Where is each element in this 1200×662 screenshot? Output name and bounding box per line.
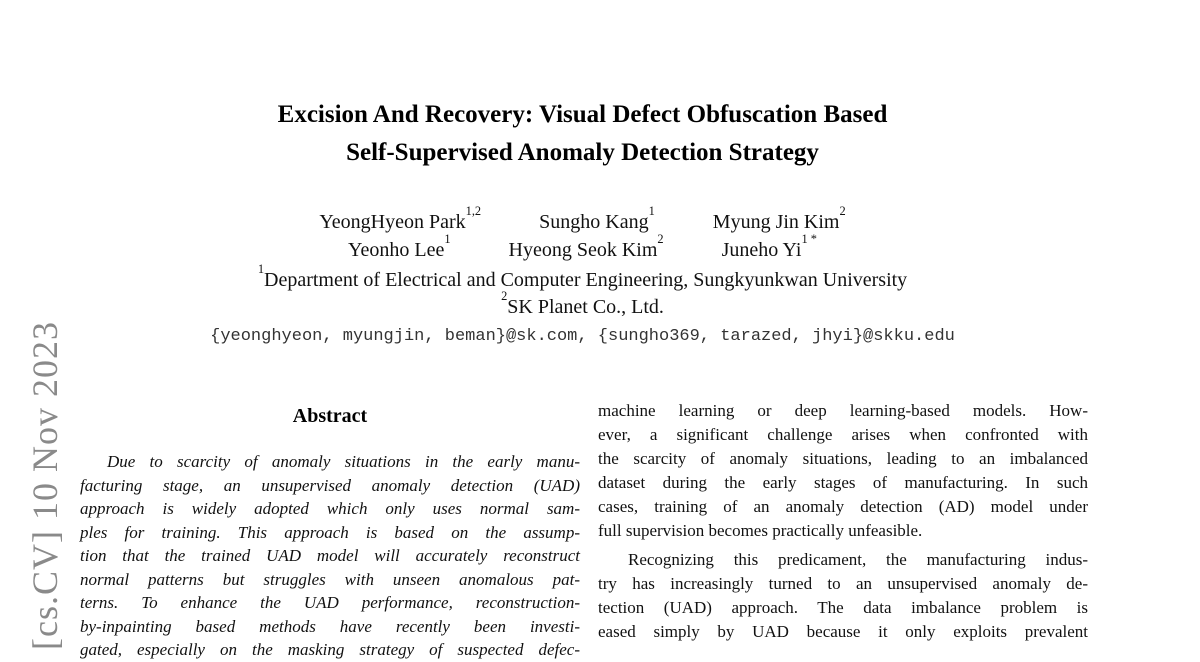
paper-title bbox=[80, 96, 1085, 172]
author-myung-jin-kim bbox=[712, 203, 846, 236]
abstract-line: Due to scarcity of anomaly situations in the early manu- bbox=[107, 452, 580, 471]
body-line: the scarcity of anomaly situations, leading to an imbalanced bbox=[598, 449, 1088, 468]
author-affil-sup: 1,2 bbox=[465, 203, 482, 218]
intro-column bbox=[598, 399, 1088, 644]
affiliation-text: SK Planet Co., Ltd. bbox=[507, 296, 664, 318]
abstract-column bbox=[80, 404, 580, 662]
body-line: machine learning or deep learning-based models. How- bbox=[598, 401, 1088, 420]
author-name: Hyeong Seok Kim bbox=[508, 239, 658, 261]
affiliation-sup: 1 bbox=[257, 261, 265, 276]
affiliation-text: Department of Electrical and Computer Engineering, Sungkyunkwan University bbox=[264, 269, 908, 291]
abstract-line: normal patterns but struggles with unseen anomalous pat- bbox=[80, 569, 580, 589]
affiliation-block bbox=[80, 261, 1085, 321]
affiliation-1 bbox=[80, 261, 1085, 294]
author-affil-sup: 2 bbox=[657, 231, 664, 246]
author-name: Yeonho Lee bbox=[348, 239, 445, 261]
author-yeonghyeon-park bbox=[319, 203, 482, 236]
abstract-line: by-inpainting based methods have recently been investi- bbox=[80, 616, 580, 636]
author-hyeong-seok-kim bbox=[508, 231, 664, 264]
abstract-line: terns. To enhance the UAD performance, reconstruction- bbox=[80, 593, 580, 612]
abstract-line-clipped: gated, especially on the masking strategy of suspected defec- bbox=[80, 640, 580, 659]
body-line: dataset during the early stages of manufacturing. In such bbox=[598, 473, 1088, 492]
author-emails: {yeonghyeon, myungjin, beman}@sk.com, {sungho369, tarazed, jhyi}@skku.edu bbox=[210, 327, 955, 346]
abstract-line: facturing stage, an unsupervised anomaly detection (UAD) bbox=[80, 475, 580, 495]
abstract-heading: Abstract bbox=[292, 405, 368, 427]
body-line: cases, training of an anomaly detection (AD) model under bbox=[598, 497, 1088, 516]
author-name: Myung Jin Kim bbox=[712, 211, 840, 233]
arxiv-stamp: [cs.CV] 10 Nov 2023 bbox=[25, 321, 65, 650]
author-name: YeongHyeon Park bbox=[319, 211, 466, 233]
author-sungho-kang bbox=[539, 203, 655, 236]
abstract-line: tion that the trained UAD model will accurately reconstruct bbox=[80, 546, 580, 565]
paper-title-line-1: Excision And Recovery: Visual Defect Obfuscation Based bbox=[277, 101, 888, 128]
body-line: tection (UAD) approach. The data imbalance problem is bbox=[598, 598, 1088, 617]
paper-title-line-2: Self-Supervised Anomaly Detection Strategy bbox=[346, 139, 819, 166]
author-name: Sungho Kang bbox=[539, 211, 649, 233]
body-line: ever, a significant challenge arises when confronted with bbox=[598, 425, 1088, 444]
abstract-line: ples for training. This approach is based on the assump- bbox=[80, 522, 580, 542]
authors-row-1 bbox=[80, 203, 1085, 236]
author-affil-sup: 1 bbox=[648, 203, 655, 218]
author-block bbox=[80, 203, 1085, 264]
authors-row-2 bbox=[80, 231, 1085, 264]
intro-paragraph-2 bbox=[598, 548, 1088, 644]
body-line: try has increasingly turned to an unsupervised anomaly de- bbox=[598, 574, 1088, 593]
author-affil-sup: 1 * bbox=[801, 231, 817, 246]
body-line: Recognizing this predicament, the manufacturing indus- bbox=[628, 550, 1088, 569]
author-affil-sup: 1 bbox=[444, 231, 451, 246]
affiliation-sup: 2 bbox=[501, 288, 508, 303]
author-juneho-yi bbox=[721, 231, 817, 264]
abstract-line: approach is widely adopted which only uses normal sam- bbox=[80, 499, 580, 518]
author-affil-sup: 2 bbox=[839, 203, 846, 218]
author-yeonho-lee bbox=[348, 231, 451, 264]
affiliation-2 bbox=[80, 288, 1085, 321]
body-line: full supervision becomes practically unfeasible. bbox=[598, 521, 923, 540]
author-name: Juneho Yi bbox=[721, 239, 802, 261]
intro-paragraph-1 bbox=[598, 399, 1088, 543]
body-line: eased simply by UAD because it only exploits prevalent bbox=[598, 622, 1088, 641]
